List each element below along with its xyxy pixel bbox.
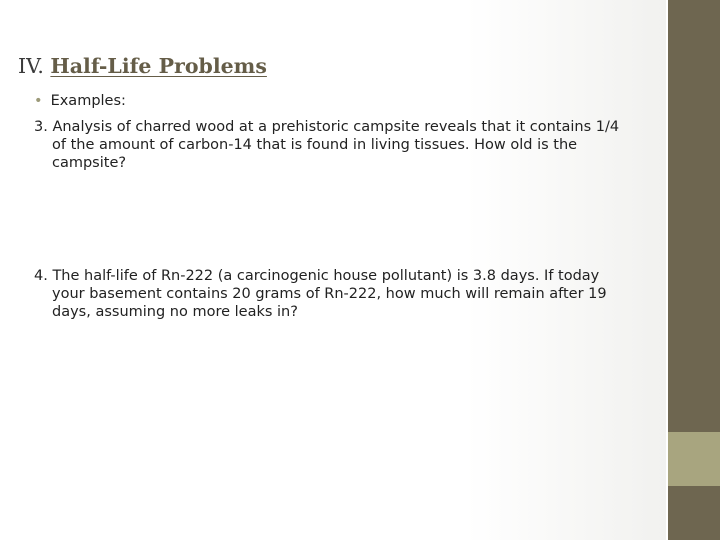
problem-4: 4. The half-life of Rn-222 (a carcinogenic house pollutant) is 3.8 days. If today your basement contains 20 grams of Rn-222, how much will remain after 19 days, assuming no more leaks in? xyxy=(34,268,607,320)
sidebar-bar-top xyxy=(668,0,720,432)
bullet-dot-icon: • xyxy=(34,93,43,109)
examples-label: Examples xyxy=(50,93,122,109)
examples-bullet xyxy=(34,93,126,109)
slide-title xyxy=(18,54,267,78)
title-number: IV. xyxy=(18,54,44,78)
title-text: Half-Life Problems xyxy=(50,54,267,78)
sidebar-bar-accent xyxy=(668,432,720,486)
examples-colon: : xyxy=(121,93,126,109)
problem-3: 3. Analysis of charred wood at a prehistoric campsite reveals that it contains 1/4 of the amount of carbon-14 that is found in living tissues. How old is the campsite? xyxy=(34,119,620,171)
sidebar-bar-bottom xyxy=(668,486,720,540)
